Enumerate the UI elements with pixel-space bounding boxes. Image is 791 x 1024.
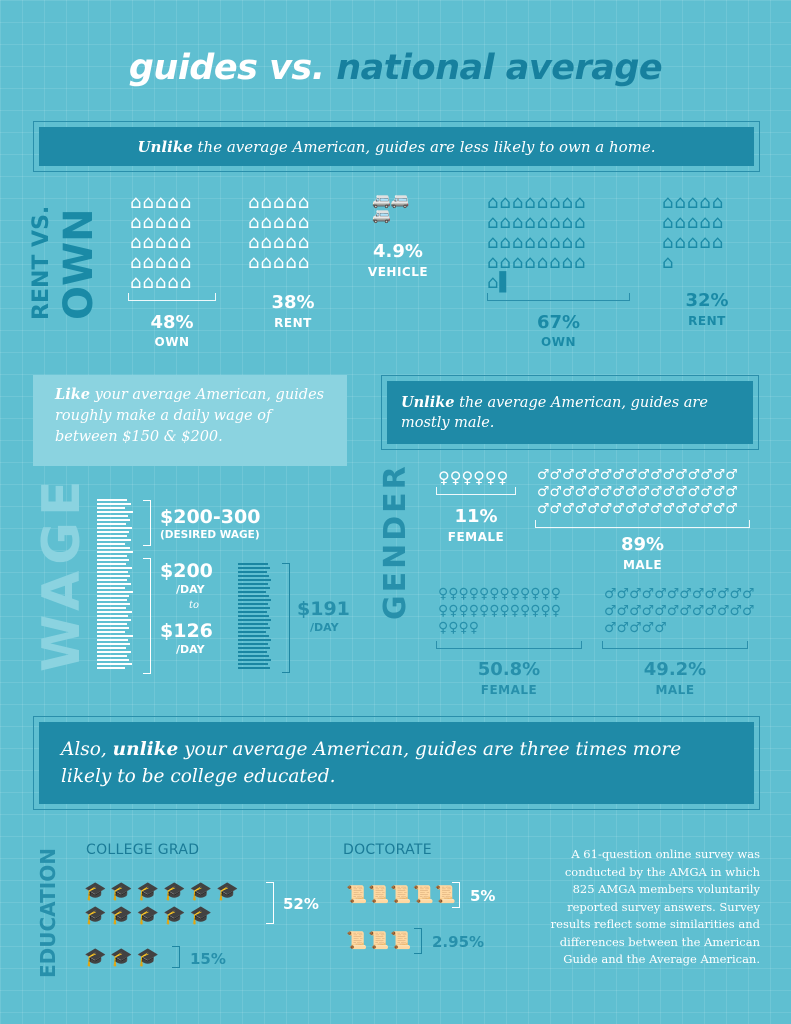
wage-low-unit: /DAY [176, 643, 205, 656]
grad-cap-icons-national: 🎓🎓🎓 [84, 947, 164, 968]
guides-male-label: MALE [622, 558, 663, 572]
title-part2: national average [336, 48, 663, 88]
guides-male-pct: 89% [620, 534, 665, 555]
van-icons: 🚐🚐 🚐 [372, 191, 410, 224]
bracket [452, 882, 460, 908]
rent-own-heading-line2: OWN [56, 208, 102, 320]
guides-own-pct: 48% [150, 312, 194, 333]
wage-box-text: your average American, guides roughly make a daily wage of between $150 & $200. [55, 387, 325, 445]
house-icons-national-rent: ⌂⌂⌂⌂⌂ ⌂⌂⌂⌂⌂ ⌂⌂⌂⌂⌂ ⌂ [662, 192, 725, 273]
bracket [143, 500, 151, 546]
gender-heading: GENDER [378, 463, 413, 620]
doctorate-heading: DOCTORATE [343, 842, 432, 858]
guides-own-label: OWN [154, 335, 190, 349]
wage-high-unit: /DAY [176, 583, 205, 596]
house-icons-guides-own: ⌂⌂⌂⌂⌂ ⌂⌂⌂⌂⌂ ⌂⌂⌂⌂⌂ ⌂⌂⌂⌂⌂ ⌂⌂⌂⌂⌂ [130, 192, 193, 293]
desired-wage-value: $200-300 [160, 506, 261, 528]
wage-bars-national [238, 563, 276, 675]
bracket [282, 563, 290, 673]
guides-vehicle-label: VEHICLE [367, 265, 429, 279]
bracket [266, 882, 274, 924]
bracket [436, 641, 582, 649]
guides-female-pct: 11% [454, 506, 498, 527]
grad-cap-icons-guides: 🎓🎓🎓🎓🎓🎓 🎓🎓🎓🎓🎓 [84, 881, 243, 926]
national-own-pct: 67% [536, 312, 581, 333]
wage-to: to [189, 600, 200, 611]
rent-own-heading [30, 206, 54, 320]
education-heading: EDUCATION [36, 848, 60, 978]
rent-own-heading-line1: RENT VS. [29, 205, 54, 320]
gender-box [381, 375, 759, 450]
doctorate-national-pct: 2.95% [432, 933, 485, 951]
desired-wage-label: (DESIRED WAGE) [160, 529, 260, 541]
national-wage-value: $191 [297, 598, 350, 620]
bracket [143, 558, 151, 674]
education-banner-pre: Also, [61, 739, 113, 760]
guides-vehicle-pct: 4.9% [373, 241, 423, 262]
national-rent-label: RENT [688, 314, 726, 328]
bracket [436, 487, 516, 495]
diploma-icons-guides: 📜📜📜📜📜 [346, 885, 457, 905]
bracket [172, 946, 180, 968]
bracket [414, 928, 422, 954]
national-female-pct: 50.8% [477, 659, 541, 680]
college-guides-pct: 52% [283, 895, 319, 913]
bracket [602, 641, 748, 649]
education-banner-text: your average American, guides are three times more likely to be college educated. [61, 739, 682, 787]
bracket [487, 293, 630, 301]
national-female-label: FEMALE [480, 683, 538, 697]
wage-box-emph: Like [55, 386, 90, 403]
house-icons-guides-rent: ⌂⌂⌂⌂⌂ ⌂⌂⌂⌂⌂ ⌂⌂⌂⌂⌂ ⌂⌂⌂⌂⌂ [248, 192, 311, 273]
national-rent-pct: 32% [685, 290, 729, 311]
national-male-pct: 49.2% [643, 659, 707, 680]
house-icons-national-own: ⌂⌂⌂⌂⌂⌂⌂⌂ ⌂⌂⌂⌂⌂⌂⌂⌂ ⌂⌂⌂⌂⌂⌂⌂⌂ ⌂⌂⌂⌂⌂⌂⌂⌂ ⌂▌ [487, 192, 587, 293]
bracket [128, 293, 216, 301]
college-grad-heading: COLLEGE GRAD [86, 842, 200, 858]
guides-female-label: FEMALE [447, 530, 505, 544]
wage-high-value: $200 [160, 560, 213, 582]
rent-own-banner-emph: Unlike [137, 137, 193, 156]
gender-box-emph: Unlike [401, 393, 455, 411]
national-wage-unit: /DAY [310, 621, 339, 634]
male-icons-national: ♂♂♂♂♂♂♂♂♂♂♂♂ ♂♂♂♂♂♂♂♂♂♂♂♂ ♂♂♂♂♂ [604, 586, 755, 636]
national-male-label: MALE [655, 683, 695, 697]
rent-own-banner [33, 121, 760, 172]
male-icons-guides: ♂♂♂♂♂♂♂♂♂♂♂♂♂♂♂♂ ♂♂♂♂♂♂♂♂♂♂♂♂♂♂♂♂ ♂♂♂♂♂♂♂♂♂♂♂♂♂♂♂♂ [537, 467, 738, 517]
survey-note: A 61-question online survey was conducted by the AMGA in which 825 AMGA members voluntarily reported survey answers. Survey results reflect some similarities and differences between the American Guide and the Average American. [550, 847, 760, 966]
guides-rent-pct: 38% [271, 292, 315, 313]
page-title [0, 48, 791, 88]
bracket [535, 520, 750, 528]
wage-box [33, 375, 347, 466]
wage-bars-guides [97, 499, 135, 675]
female-icons-guides: ♀♀♀♀♀♀ [438, 468, 509, 487]
college-national-pct: 15% [190, 950, 226, 968]
gender-box-text: the average American, guides are mostly male. [401, 394, 708, 431]
doctorate-guides-pct: 5% [470, 887, 496, 905]
wage-low-value: $126 [160, 620, 213, 642]
national-own-label: OWN [541, 335, 576, 349]
guides-rent-label: RENT [274, 316, 312, 330]
rent-own-heading-2 [58, 208, 100, 320]
diploma-icons-national: 📜📜📜 [346, 931, 413, 951]
education-banner [33, 716, 760, 810]
wage-heading: WAGE [32, 474, 92, 672]
title-part1: guides vs. [128, 48, 325, 88]
education-banner-emph: unlike [112, 739, 179, 760]
female-icons-national: ♀♀♀♀♀♀♀♀♀♀♀♀ ♀♀♀♀♀♀♀♀♀♀♀♀ ♀♀♀♀ [438, 586, 562, 636]
rent-own-banner-text: the average American, guides are less likely to own a home. [192, 137, 656, 156]
